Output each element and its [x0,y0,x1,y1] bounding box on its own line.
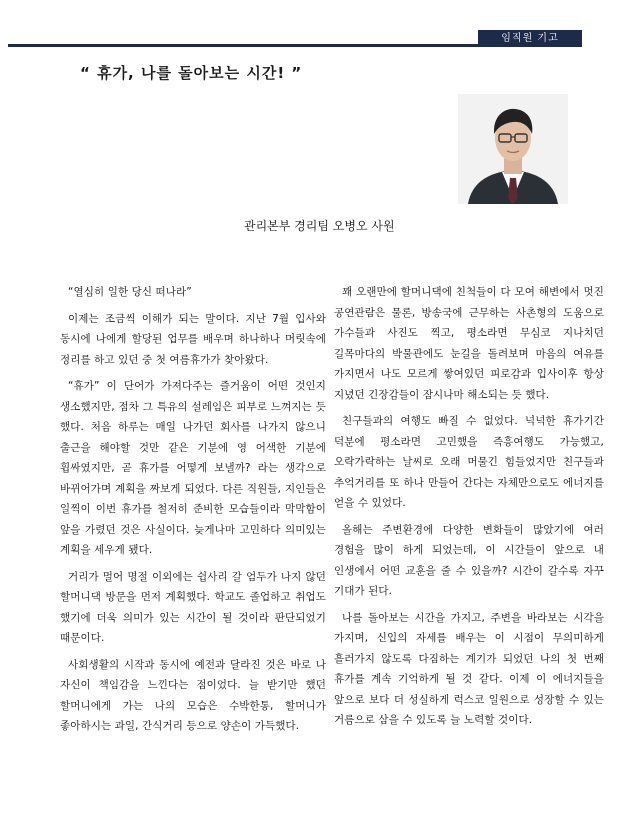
paragraph: “휴가” 이 단어가 가져다주는 즐거움이 어떤 것인지 생소했지만, 점차 그 특유의 설레임은 피부로 느껴지는 듯 했다. 처음 하루는 매일 나가던 회사를 나가지 않으니 출근을 해야할 것만 같은 기분에 영 어색한 기분에 휩싸였지만, 곧 휴가를 어떻게 보낼까? 라는 생각으로 바뀌어가며 계획을 짜보게 되었다. 다른 직원들, 지인들은 일찍이 이번 휴가를 철저히 준비한 모습들이라 막막함이 앞을 가렸던 것은 사실이다. 늦게나마 고민하다 의미있는 계획을 세우게 됐다. [60,380,326,556]
paragraph: 올해는 주변환경에 다양한 변화들이 많았기에 여러 경험을 많이 하게 되었는데, 이 시간들이 앞으로 내 인생에서 어떤 교훈을 줄 수 있을까? 시간이 갈수록 자꾸 기대가 된다. [334,523,604,597]
section-label: 임직원 기고 [478,30,582,47]
paragraph: “열심히 일한 당신 떠나라” [68,286,192,298]
paragraph: 거리가 멀어 명절 이외에는 쉽사리 갈 엄두가 나지 않던 할머니댁 방문을 먼저 계획했다. 학교도 졸업하고 취업도 했기에 더욱 의미가 있는 시간이 될 것이라 판단되었기 때문이다. [60,570,326,644]
paragraph: 친구들과의 여행도 빠질 수 없었다. 넉넉한 휴가기간 덕분에 평소라면 고민했을 즉흥여행도 가능했고, 오락가락하는 날씨로 오래 머물긴 힘들었지만 친구들과 추억거리를 또 하나 만들어 간다는 자체만으로도 에너지를 얻을 수 있었다. [334,415,604,509]
author-portrait [458,94,568,204]
paragraph: 이제는 조금씩 이해가 되는 말이다. 지난 7월 입사와 동시에 나에게 할당된 업무를 배우며 하나하나 머릿속에 정리를 하고 있던 중 첫 여름휴가가 찾아왔다. [60,312,326,366]
author-byline: 관리본부 경리팀 오병오 사원 [244,219,395,233]
paragraph: 나를 돌아보는 시간을 가지고, 주변을 바라보는 시각을 가지며, 신입의 자세를 배우는 이 시점이 무의미하게 흘러가지 않도록 다짐하는 계기가 되었던 나의 첫 번째 휴가를 계속 기억하게 될 것 같다. 이제 이 에너지들을 앞으로 보다 더 성실하게 럭스코 일원으로 성장할 수 있는 거름으로 삼을 수 있도록 늘 노력할 것이다. [334,611,604,726]
article-title: “ 휴가, 나를 돌아보는 시간! ” [80,64,303,82]
article-column-right [334,282,604,737]
article-column-left [60,282,326,743]
paragraph: 꽤 오랜만에 할머니댁에 친척들이 다 모여 해변에서 멋진 공연관람은 물론, 방송국에 근무하는 사촌형의 도움으로 가수들과 사진도 찍고, 평소라면 무심코 지나치던 길목마다의 박물관에도 눈길을 돌려보며 마음의 여유를 가지면서 나도 모르게 쌓여있던 피로감과 입사이후 항상 지녔던 긴장감들이 잠시나마 해소되는 듯 했다. [334,286,604,401]
paragraph: 사회생활의 시작과 동시에 예전과 달라진 것은 바로 나 자신이 책임감을 느낀다는 점이었다. 늘 받기만 했던 할머니에게 가는 나의 모습은 수박한통, 할머니가 좋아하시는 과일, 간식거리 등으로 양손이 가득했다. [60,658,326,732]
